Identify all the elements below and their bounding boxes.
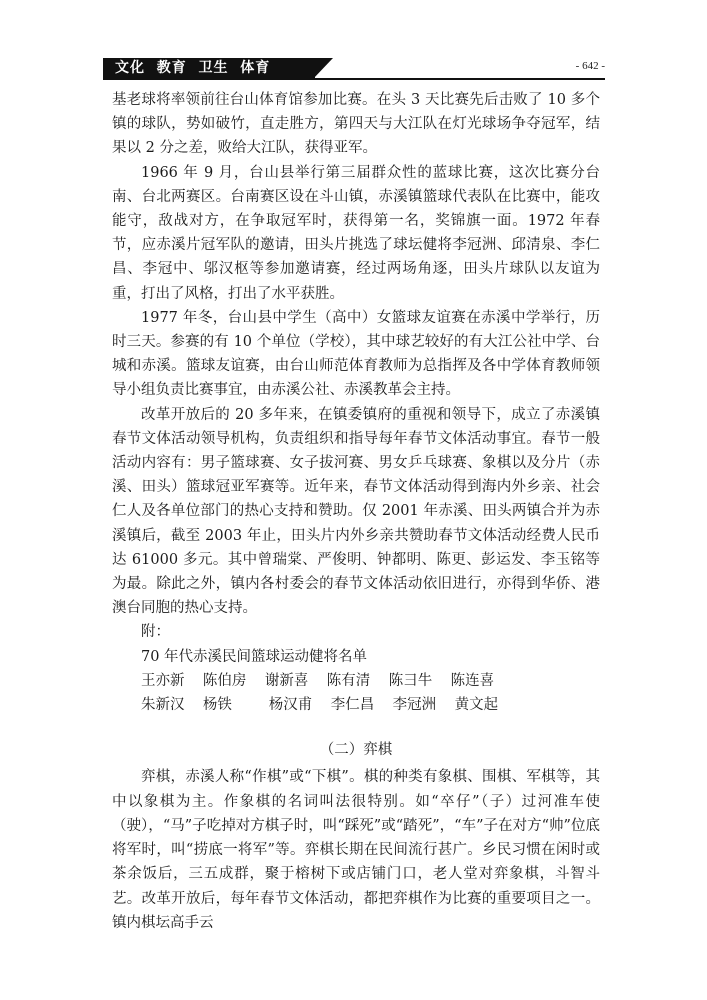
page-number: - 642 - xyxy=(575,60,605,72)
header-title: 文化 教育 卫生 体育 xyxy=(115,60,271,76)
page-body xyxy=(112,88,600,935)
paragraph-chess: 弈棋，赤溪人称“作棋”或“下棋”。棋的种类有象棋、围棋、军棋等，其中以象棋为主。作象棋的名词叫法很特别。如“卒仔”（子）过河准车使（驶），“马”子吃掉对方棋子时，叫“踩死”或“踏死”，“车”子在对方“帅”位底将军时，叫“捞底一将军”等。弈棋长期在民间流行甚广。乡民习惯在闲时或茶余饭后，三五成群，聚于榕树下或店铺门口，老人堂对弈象棋，斗智斗艺。改革开放后，每年春节文体活动，都把弈棋作为比赛的重要项目之一。镇内棋坛高手云 xyxy=(112,769,600,931)
paragraph-continued: 基老球将率领前往台山体育馆参加比赛。在头 3 天比赛先后击败了 10 多个镇的球队，势如破竹，直走胜方，第四天与大江队在灯光球场争夺冠军，结果以 2 分之差，败给大江队，获得亚军。 xyxy=(112,92,600,157)
section-heading: （二）弈棋 xyxy=(319,742,393,759)
appendix-names-row-1: 王亦新 陈伯房 谢新喜 陈有清 陈彐牛 陈连喜 xyxy=(141,672,495,689)
header-tab-slant xyxy=(313,58,333,79)
paragraph-1977-tournament: 1977 年冬，台山县中学生（高中）女篮球友谊赛在赤溪中学举行，历时三天。参赛的有 10 个单位（学校），其中球艺较好的有大江公社中学、台城和赤溪。篮球友谊赛，由台山师范体育教师为总指挥及各中学体育教师领导小组负责比赛事宜，由赤溪公社、赤溪教革会主持。 xyxy=(112,309,600,399)
running-header xyxy=(103,58,605,80)
header-rule xyxy=(103,78,605,80)
appendix-label: 附： xyxy=(141,624,170,641)
appendix-names-row-2: 朱新汉 杨铁 杨汉甫 李仁昌 李冠洲 黄文起 xyxy=(141,697,499,714)
paragraph-1966-tournament: 1966 年 9 月，台山县举行第三届群众性的蓝球比赛，这次比赛分台南、台北两赛区。台南赛区设在斗山镇，赤溪镇篮球代表队在比赛中，能攻能守，敌战对方，在争取冠军时，获得第一名，奖锦旗一面。1972 年春节，应赤溪片冠军队的邀请，田头片挑选了球坛健将李冠洲、邱清泉、李仁昌、李冠中、邬汉枢等参加邀请赛，经过两场角逐，田头片球队以友谊为重，打出了风格，打出了水平获胜。 xyxy=(112,164,600,302)
appendix-list-title: 70 年代赤溪民间篮球运动健将名单 xyxy=(141,648,368,665)
paragraph-reform-era: 改革开放后的 20 多年来，在镇委镇府的重视和领导下，成立了赤溪镇春节文体活动领导机构，负责组织和指导每年春节文体活动事宜。春节一般活动内容有：男子篮球赛、女子拔河赛、男女乒乓球赛、象棋以及分片（赤溪、田头）篮球冠亚军赛等。近年来，春节文体活动得到海内外乡亲、社会仁人及各单位部门的热心支持和赞助。仅 2001 年赤溪、田头两镇合并为赤溪镇后，截至 2003 年止，田头片内外乡亲共赞助春节文体活动经费人民币达 61000 多元。其中曾瑞棠、严俊明、钟都明、陈更、彭运发、李玉铭等为最。除此之外，镇内各村委会的春节文体活动依旧进行，亦得到华侨、港澳台同胞的热心支持。 xyxy=(112,406,600,617)
